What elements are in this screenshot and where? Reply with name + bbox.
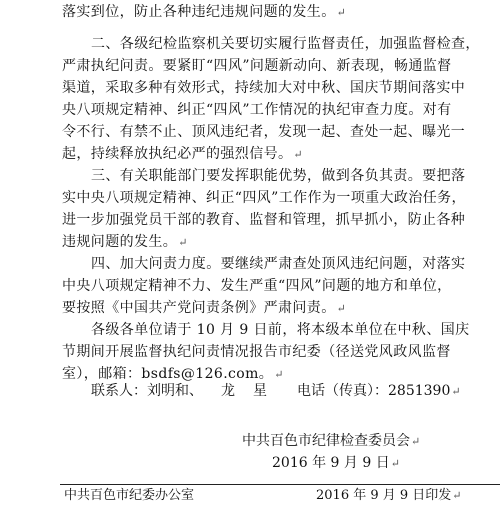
paragraph-line: 进一步加强党员干部的教育、监督和管理，抓早抓小，防止各种 [62,212,466,228]
paragraph-line: 要按照《中国共产党问责条例》严肃问责。↵ [62,300,347,316]
paragraph-line: 各级各单位请于 10 月 9 日前，将本级本单位在中秋、国庆 [91,322,470,338]
paragraph-line: 落实到位，防止各种违纪违规问题的发生。↵ [62,4,347,20]
paragraph-mark-icon: ↵ [452,489,462,502]
signature-date: 2016 年 9 月 9 日↵ [272,455,400,471]
paragraph-line: 二、各级纪检监察机关要切实履行监督责任，加强监督检查， [91,36,480,52]
paragraph-line: 起，持续释放执纪必严的强烈信号。↵ [62,146,304,162]
paragraph-mark-icon: ↵ [451,385,461,398]
footer-divider [60,484,500,485]
paragraph-line: 节期间开展监督执纪问责情况报告市纪委（径送党风政风监督 [62,344,451,360]
paragraph-mark-icon: ↵ [411,435,421,448]
contact-name: 刘明和、 [147,383,203,399]
paragraph-line: 实中央八项规定精神、纠正“四风”工作作为一项重大政治任务， [62,190,466,206]
contact-label: 联系人： [91,383,147,399]
paragraph-line: 央八项规定精神、纠正“四风”工作情况的执纪审查力度。对有 [62,102,452,118]
paragraph-line: 令不行、有禁不止、顶风违纪者，发现一起、查处一起、曝光一 [62,124,466,140]
paragraph-mark-icon: ↵ [274,368,284,381]
paragraph-mark-icon: ↵ [336,6,347,19]
footer-office: 中共百色市纪委办公室 [64,488,195,503]
phone-label: 电话（传真）： [297,383,388,399]
contact-line [91,381,461,402]
paragraph-line: 室），邮箱：bsdfs@126.com。↵ [62,366,284,382]
paragraph-line: 渠道，采取多种有效形式，持续加大对中秋、国庆节期间落实中 [62,80,466,96]
paragraph-line: 违规问题的发生。↵ [62,234,188,250]
paragraph-line: 中央八项规定精神不力、发生严重“四风”问题的地方和单位， [62,278,452,294]
footer-print-date: 2016 年 9 月 9 日印发↵ [316,488,462,503]
paragraph-line: 三、有关职能部门要发挥职能优势，做到各负其责。要把落 [91,168,466,184]
paragraph-mark-icon: ↵ [178,236,188,249]
paragraph-mark-icon: ↵ [293,148,304,161]
paragraph-line: 四、加大问责力度。要继续严肃查处顶风违纪问题，对落实 [91,256,466,272]
phone-number: 2851390 [388,383,451,399]
signature-org: 中共百色市纪律检查委员会↵ [242,433,421,449]
paragraph-mark-icon: ↵ [336,302,347,315]
paragraph-mark-icon: ↵ [390,457,400,470]
paragraph-line: 严肃执纪问责。要紧盯“四风”问题新动向、新表现，畅通监督 [62,58,452,74]
contact-name: 星 [253,383,267,399]
contact-name: 龙 [221,383,235,399]
